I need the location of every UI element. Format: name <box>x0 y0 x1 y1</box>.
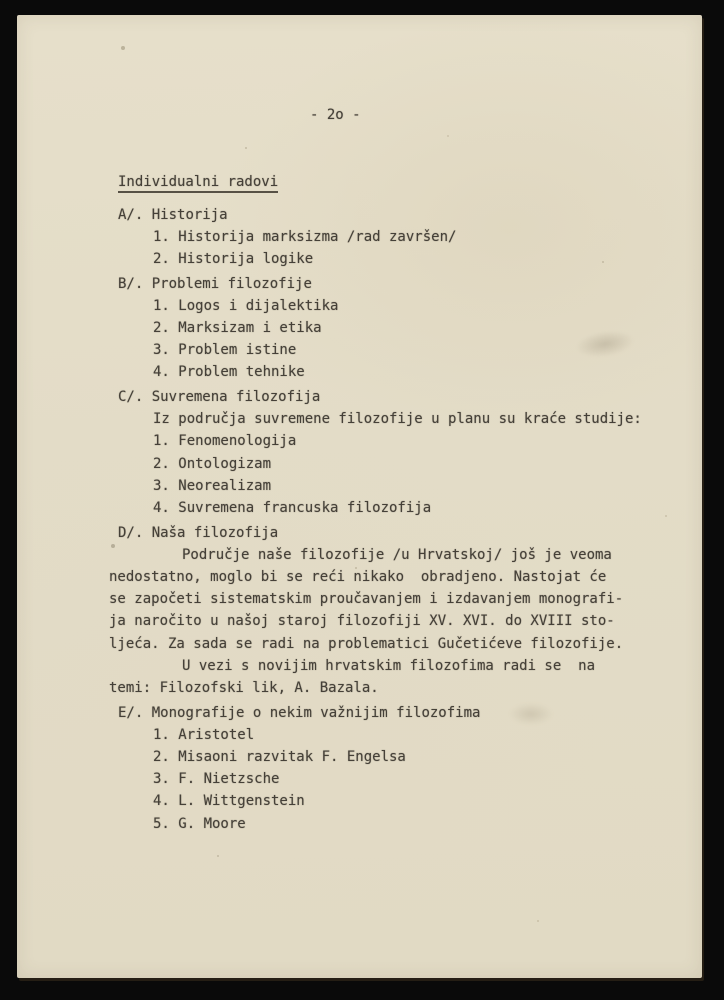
section-title: Historija <box>151 206 228 223</box>
list-item: 3. F. Nietzsche <box>153 771 280 788</box>
section-title: Monografije o nekim važnijim filozofima <box>151 704 481 721</box>
paper-sheet <box>17 15 702 978</box>
section <box>109 702 689 835</box>
list-item: 2. Misaoni razvitak F. Engelsa <box>153 749 406 765</box>
list-item: 2. Marksizam i etika <box>153 319 322 336</box>
section <box>109 386 689 519</box>
list-item: 1. Logos i dijalektika <box>153 297 339 314</box>
paragraph-line: se započeti sistematskim proučavanjem i izdavanjem monografi- <box>109 591 624 608</box>
section-label: E/. <box>118 704 144 721</box>
paragraph-line: temi: Filozofski lik, A. Bazala. <box>109 679 379 696</box>
paragraph-line: Područje naše filozofije /u Hrvatskoj/ još je veoma <box>182 546 612 563</box>
list-item: 4. Suvremena francuska filozofija <box>153 499 432 516</box>
section-label: B/. <box>118 275 144 292</box>
list-item: 4. L. Wittgenstein <box>153 793 305 810</box>
section-label: D/. <box>118 524 144 541</box>
list-item: 4. Problem tehnike <box>153 364 305 381</box>
page-number: - 2o - <box>310 107 361 123</box>
list-item: 3. Problem istine <box>153 342 297 359</box>
paragraph-line: U vezi s novijim hrvatskim filozofima radi se na <box>182 657 596 674</box>
section-title: Naša filozofija <box>151 524 279 541</box>
section <box>109 204 689 271</box>
paper-specks <box>17 15 19 17</box>
document-title: Individualni radovi <box>118 174 278 193</box>
list-item: 3. Neorealizam <box>153 477 272 494</box>
list-item: 1. Historija marksizma /rad završen/ <box>153 228 457 245</box>
section-label: C/. <box>118 389 144 405</box>
section-title: Suvremena filozofija <box>151 389 321 405</box>
document-body <box>109 201 689 835</box>
paragraph-line: ljeća. Za sada se radi na problematici Gučetićeve filozofije. <box>109 635 624 652</box>
paragraph-line: nedostatno, moglo bi se reći nikako obradjeno. Nastojat će <box>109 569 607 585</box>
section-heading <box>109 386 689 408</box>
section-heading <box>109 522 689 544</box>
paragraph-line: ja naročito u našoj staroj filozofiji XV. XVI. do XVIII sto- <box>109 613 615 630</box>
section-heading <box>109 273 689 295</box>
section <box>109 522 689 700</box>
list-item: 1. Aristotel <box>153 726 255 743</box>
section-heading <box>109 702 689 724</box>
list-item: 2. Historija logike <box>153 250 314 267</box>
list-item: 2. Ontologizam <box>153 455 272 472</box>
list-item: 5. G. Moore <box>153 815 246 832</box>
section-heading <box>109 204 689 226</box>
section-label: A/. <box>118 206 144 223</box>
section <box>109 273 689 384</box>
section-title: Problemi filozofije <box>151 275 312 292</box>
list-item: 1. Fenomenologija <box>153 433 297 450</box>
section-intro: Iz područja suvremene filozofije u planu su kraće studije: <box>153 411 642 428</box>
